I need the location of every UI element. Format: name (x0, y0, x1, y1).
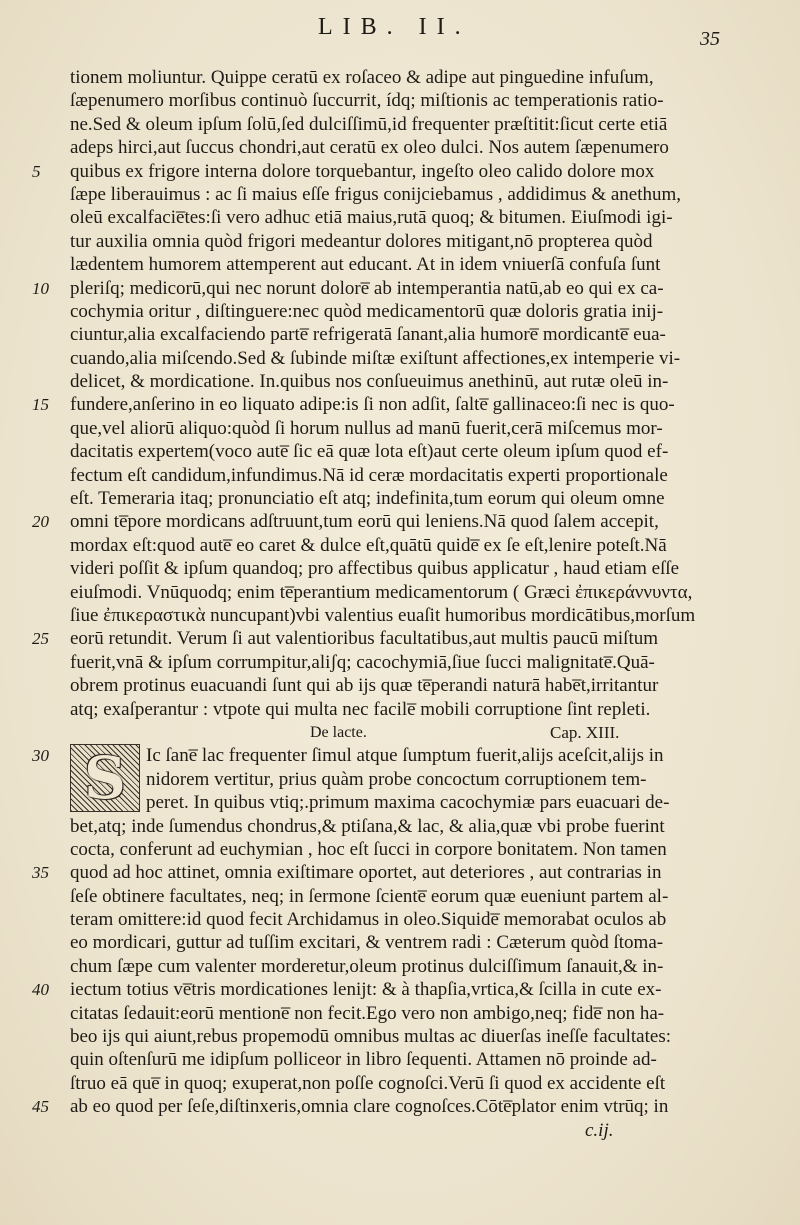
text-line (32, 861, 740, 884)
line-text: bet,atq; inde ſumendus chondrus,& ptiſana,& lac, & alia,quæ vbi probe fuerint (70, 815, 665, 837)
line-text: dacitatis expertem(voco aute̅ ſic eā quæ lota eſt)aut certe oleum ipſum quod ef- (70, 441, 669, 463)
line-text: atq; exaſperantur : vtpote qui multa nec facile̅ mobili corruptione ſint repleti. (70, 698, 651, 720)
line-text: Ic ſane̅ lac frequenter ſimul atque ſumptum fuerit,alijs aceſcit,alijs in (146, 745, 664, 767)
text-line (70, 955, 740, 978)
text-line (70, 581, 740, 604)
text-line (70, 1025, 740, 1048)
line-text: iectum totius ve̅tris mordicationes lenijt: & à thapſia,vrtica,& ſcilla in cute ex- (70, 979, 662, 1001)
line-text: ſtruo eā que̅ in quoq; exuperat,non poſſe cognoſci.Verū ſi quod ex accidente eſt (70, 1072, 666, 1094)
text-line (70, 885, 740, 908)
text-line (70, 1072, 740, 1095)
line-text: eo mordicari, guttur ad tuſſim excitari, & ventrem radi : Cæterum quòd ſtoma- (70, 932, 664, 954)
line-text: ſæpe liberauimus : ac ſi maius eſſe frigus conijciebamus , addidimus & anethum, (70, 183, 682, 205)
text-line (70, 113, 740, 136)
text-line (32, 393, 740, 416)
line-text: cocta, conferunt ad euchymian , hoc eſt ſucci in corpore bonitatem. Non tamen (70, 838, 667, 860)
line-text: chum ſæpe cum valenter morderetur,oleum protinus dulciſſimum ſanauit,& in- (70, 955, 664, 977)
line-text: videri poſſit & ipſum quandoq; pro affectibus quibus applicatur , haud etiam eſſe (70, 558, 680, 580)
line-text: ſiue ἐπικεραστικὰ nuncupant)vbi valentius euaſit humoribus mordicātibus,morſum (70, 604, 696, 626)
page-header (0, 10, 800, 50)
line-text: nidorem vertitur, prius quàm probe concoctum corruptionem tem- (146, 768, 647, 790)
text-line (70, 66, 740, 89)
line-text: peret. In quibus vtiq;.primum maxima cacochymiæ pars euacuari de- (146, 792, 670, 814)
line-text: eſt. Temeraria itaq; pronunciatio eſt atq; indefinita,tum eorum qui oleum omne (70, 488, 665, 510)
text-line (70, 838, 740, 861)
text-line (70, 253, 740, 276)
line-number: 5 (32, 161, 41, 181)
text-line (70, 604, 740, 627)
line-text: quod ad hoc attinet, omnia exiſtimare oportet, aut deteriores , aut contrarias in (70, 862, 662, 884)
line-number: 35 (32, 863, 49, 883)
text-line (70, 791, 740, 814)
line-text: adeps hirci,aut ſuccus chondri,aut ceratū ex oleo dulci. Nos autem ſæpenumero (70, 137, 669, 159)
text-line (70, 440, 740, 463)
line-text: ſeſe obtinere facultates, neq; in ſermone ſciente̅ eorum quæ eueniunt partem al- (70, 885, 669, 907)
folio-number: 35 (700, 28, 720, 50)
text-line (70, 768, 740, 791)
text-line (32, 160, 740, 183)
line-text: ſæpenumero morſibus continuò ſuccurrit, ídq; miſtionis ac temperationis ratio- (70, 90, 664, 112)
chapter-heading (70, 721, 740, 744)
line-text: eorū retundit. Verum ſi aut valentioribus facultatibus,aut multis paucū miſtum (70, 628, 659, 650)
line-text: ab eo quod per ſeſe,diſtinxeris,omnia clare cognoſces.Cōte̅plator enim vtrūq; in (70, 1096, 669, 1118)
line-text: fuerit,vnā & ipſum corrumpitur,aliʃq; cacochymiā,ſiue ſucci malignitate̅.Quā- (70, 651, 655, 673)
line-text: tionem moliuntur. Quippe ceratū ex roſaceo & adipe aut pinguedine infuſum, (70, 67, 654, 88)
text-line (32, 510, 740, 533)
text-line (70, 908, 740, 931)
text-line (70, 323, 740, 346)
signature-line (70, 1119, 740, 1142)
text-line (70, 534, 740, 557)
chapter-title: De lacte. (310, 723, 367, 741)
text-line (70, 931, 740, 954)
line-number: 40 (32, 980, 49, 1000)
text-line (70, 230, 740, 253)
signature-mark: c.ij. (585, 1119, 614, 1141)
line-number: 20 (32, 512, 49, 532)
text-line (70, 89, 740, 112)
decorated-initial-letter: S (84, 744, 126, 813)
line-text: mordax eſt:quod aute̅ eo caret & dulce eſt,quātū quide̅ ex ſe eſt,lenire poteſt.Nā (70, 534, 667, 556)
line-number: 10 (32, 278, 49, 298)
line-text: ciuntur,alia excalfaciendo parte̅ refrigeratā ſanant,alia humore̅ mordicante̅ eua- (70, 324, 666, 346)
initial-text (32, 744, 740, 814)
line-text: quin oſtenſurū me idipſum polliceor in libro ſequenti. Attamen nō proinde ad- (70, 1049, 657, 1071)
initial-block (32, 744, 740, 814)
text-line (70, 417, 740, 440)
line-text: beo ijs qui aiunt,rebus propemodū omnibus multas ac diuerſas ineſſe facultates: (70, 1026, 671, 1048)
line-number: 45 (32, 1097, 49, 1117)
text-line (32, 627, 740, 650)
text-line (70, 370, 740, 393)
text-line (70, 698, 740, 721)
text-line (70, 1048, 740, 1071)
chapter-label: Cap. XIII. (550, 722, 620, 742)
line-text: cuando,alia miſcendo.Sed & ſubinde miſtæ exiſtunt affectiones,ex intemperie vi- (70, 347, 681, 369)
line-text: ne.Sed & oleum ipſum ſolū,ſed dulciſſimū,id frequenter præſtitit:ſicut certe etiā (70, 113, 668, 135)
line-text: teram omittere:id quod fecit Archidamus in oleo.Siquide̅ memorabat oculos ab (70, 909, 667, 931)
text-line (70, 487, 740, 510)
line-number: 15 (32, 395, 49, 415)
line-number: 25 (32, 629, 49, 649)
line-text: fectum eſt candidum,infundimus.Nā id ceræ mordacitatis experti proportionale (70, 464, 668, 486)
running-head: LIB. II. (318, 14, 471, 40)
text-line (70, 557, 740, 580)
line-text: omni te̅pore mordicans adſtruunt,tum eorū qui leniens.Nā quod ſalem accepit, (70, 511, 659, 533)
text-line (70, 347, 740, 370)
text-line (70, 206, 740, 229)
line-text: tur auxilia omnia quòd frigori medeantur dolores mitigant,nō propterea quòd (70, 230, 653, 252)
main-text (32, 66, 740, 721)
line-text: eiuſmodi. Vnūquodq; enim te̅perantium medicamentorum ( Græci ἐπικεράννυντα, (70, 581, 693, 603)
text-line (70, 464, 740, 487)
line-text: oleū excalfacie̅tes:ſi vero adhuc etiā maius,rutā quoq; & bitumen. Eiuſmodi igi- (70, 207, 673, 229)
text-line (70, 183, 740, 206)
text-line (70, 815, 740, 838)
text-block (32, 66, 740, 1142)
line-text: pleriſq; medicorū,qui nec norunt dolore̅ ab intemperantia natū,ab eo qui ex ca- (70, 277, 664, 299)
line-text: lædentem humorem attemperent aut educant. At in idem vniuerſā confuſa ſunt (70, 254, 661, 276)
line-text: citatas ſedauit:eorū mentione̅ non fecit.Ego vero non ambigo,neq; fide̅ non ha- (70, 1002, 665, 1024)
line-text: delicet, & mordicatione. In.quibus nos conſueuimus anethinū, aut rutæ oleū in- (70, 371, 669, 393)
line-text: quibus ex frigore interna dolore torquebantur, ingeſto oleo calido dolore mox (70, 160, 655, 182)
text-line (32, 744, 740, 767)
line-number: 30 (32, 746, 49, 766)
line-text: obrem protinus euacuandi ſunt qui ab ijs quæ te̅perandi naturā habe̅t,irritantur (70, 675, 659, 697)
text-line (70, 674, 740, 697)
text-line (70, 300, 740, 323)
text-line (70, 1002, 740, 1025)
line-text: fundere,anſerino in eo liquato adipe:is ſi non adſit, ſalte̅ gallinaceo:ſi nec is quo- (70, 394, 675, 416)
text-line (32, 978, 740, 1001)
line-text: que,vel aliorū aliquo:quòd ſi horum nullus ad manū fuerit,cerā miſcemus mor- (70, 417, 663, 439)
text-line (32, 277, 740, 300)
continued-text (32, 815, 740, 1119)
text-line (32, 1095, 740, 1118)
text-line (70, 136, 740, 159)
line-text: cochymia oritur , diſtinguere:nec quòd medicamentorū quæ doloris gratia inij- (70, 300, 664, 322)
text-line (70, 651, 740, 674)
